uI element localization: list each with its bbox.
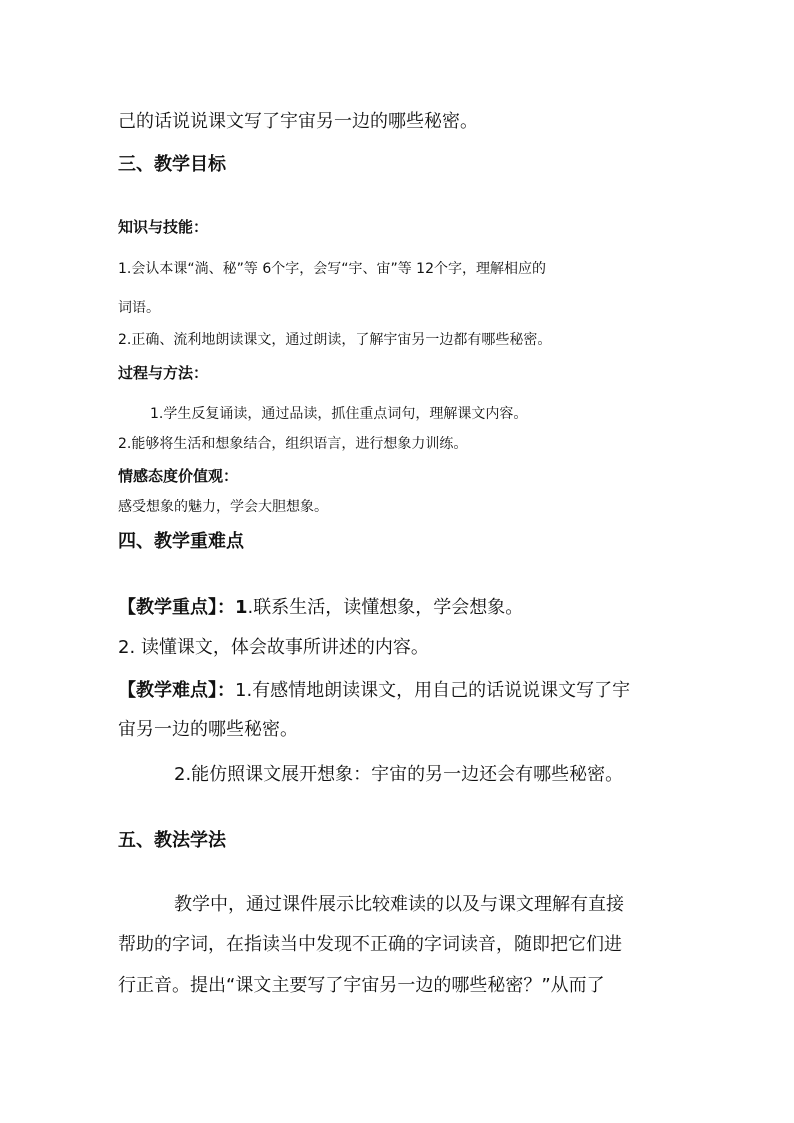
difficult-item1-line1: 1.有感情地朗读课文，用自己的话说说课文写了宇	[235, 680, 631, 701]
section5-para-line2: 帮助的字词，在指读当中发现不正确的字词读音，随即把它们进	[118, 934, 622, 955]
section5-para-line1: 教学中，通过课件展示比较难读的以及与课文理解有直接	[174, 894, 624, 915]
process-item1: 1.学生反复诵读，通过品读，抓住重点词句，理解课文内容。	[150, 406, 528, 422]
difficult-points-line1	[118, 676, 630, 702]
emotion-heading: 情感态度价值观：	[118, 467, 239, 485]
key-item2: 2. 读懂课文，体会故事所讲述的内容。	[118, 637, 429, 658]
section4-title: 四、教学重难点	[118, 531, 244, 552]
process-heading: 过程与方法：	[118, 364, 209, 382]
knowledge-heading: 知识与技能：	[118, 218, 209, 236]
emotion-item1: 感受想象的魅力，学会大胆想象。	[118, 499, 328, 515]
key-points-label: 【教学重点】：	[118, 597, 235, 618]
section5-para-line3: 行正音。提出“课文主要写了宇宙另一边的哪些秘密？”从而了	[118, 975, 605, 996]
key-item1-number: 1	[235, 597, 248, 618]
knowledge-item1-line2: 词语。	[118, 300, 160, 316]
difficult-points-label: 【教学难点】：	[118, 680, 235, 701]
section3-title: 三、教学目标	[118, 154, 226, 175]
intro-tail-line: 己的话说说课文写了宇宙另一边的哪些秘密。	[118, 111, 478, 132]
process-item2: 2.能够将生活和想象结合，组织语言，进行想象力训练。	[118, 436, 468, 452]
key-item1-text: .联系生活，读懂想象，学会想象。	[247, 597, 524, 618]
knowledge-item2: 2.正确、流利地朗读课文，通过朗读，了解宇宙另一边都有哪些秘密。	[118, 332, 552, 348]
difficult-item2: 2.能仿照课文展开想象：宇宙的另一边还会有哪些秘密。	[174, 764, 624, 785]
knowledge-item1-line1: 1.会认本课“淌、秘”等 6个字，会写“宇、宙”等 12个字，理解相应的	[118, 261, 546, 277]
difficult-item1-line2: 宙另一边的哪些秘密。	[118, 719, 298, 740]
key-points-line1	[118, 593, 523, 619]
section5-title: 五、教法学法	[118, 830, 226, 851]
